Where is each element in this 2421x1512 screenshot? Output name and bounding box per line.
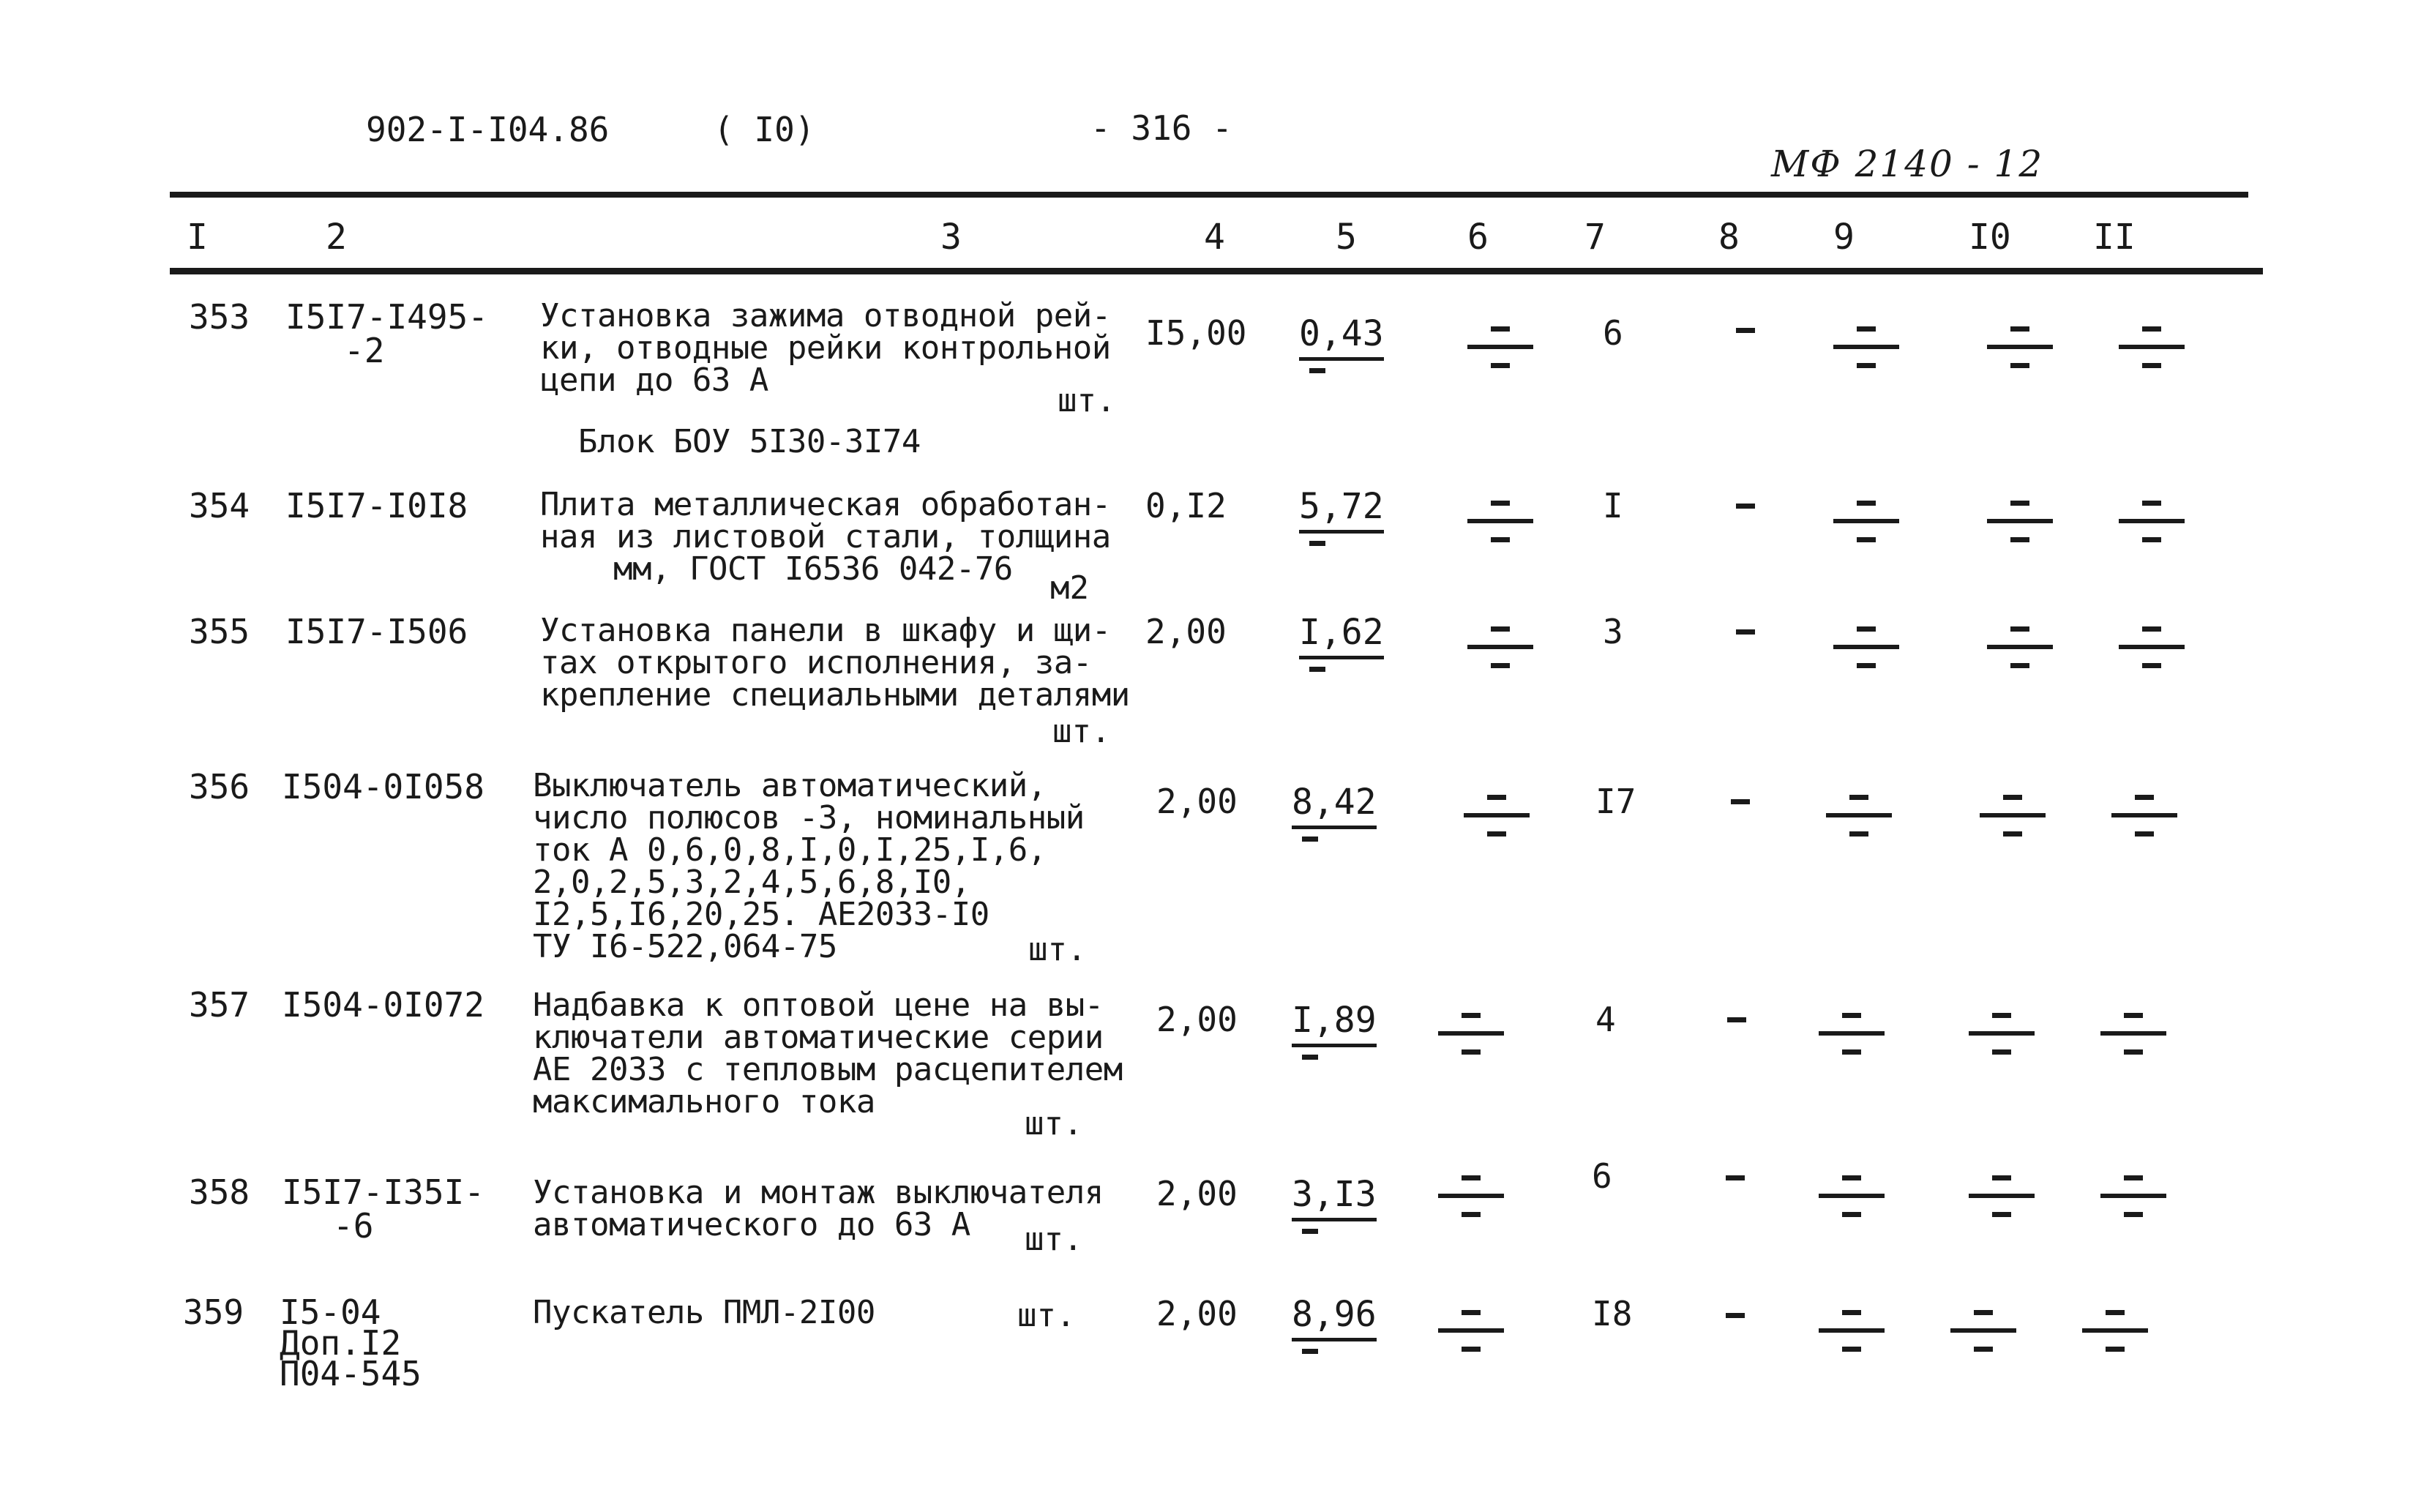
row-price: 0,43 [1299,313,1384,373]
row-description: мм, ГОСТ I6536 042-76 [613,550,1013,588]
row-price: 8,42 [1292,782,1377,842]
document-code: 902-I-I04.86 [366,110,610,149]
row-quantity: 2,00 [1156,1000,1238,1039]
row-col6-dash [1438,1013,1504,1057]
row-col6-dash [1467,501,1533,544]
row-number: 353 [189,297,250,337]
row-col11-dash [2082,1310,2148,1354]
row-code: I5I7-I495- [285,297,488,337]
section-heading: Блок БОУ 5I30-3I74 [578,423,921,460]
row-col10-dash [1969,1013,2035,1057]
page-number: - 316 - [1090,108,1232,148]
row-col10-dash [1950,1310,2016,1354]
row-col6-dash [1467,326,1533,370]
row-unit: шт. [1025,1221,1083,1258]
row-col8-dash [1726,1175,1745,1180]
table-header-rule [170,268,2263,274]
row-col11-dash [2119,326,2185,370]
row-col11-dash [2119,626,2185,670]
row-description: Надбавка к оптовой цене на вы- [533,987,1104,1024]
row-col6-dash [1467,626,1533,670]
row-col8-dash [1726,1313,1745,1318]
row-code: -2 [344,331,385,370]
row-col10-dash [1987,626,2053,670]
row-price: 8,96 [1292,1294,1377,1354]
row-description: крепление специальными деталями [540,676,1130,714]
column-header-4: 4 [1204,217,1225,258]
row-unit: шт. [1017,1297,1076,1334]
row-col8-dash [1736,629,1755,635]
row-col9-dash [1826,795,1892,839]
row-quantity: 2,00 [1156,1294,1238,1333]
row-unit: шт. [1052,713,1111,750]
row-col6-dash [1438,1175,1504,1219]
row-description: цепи до 63 А [540,362,768,399]
row-quantity: I5,00 [1145,313,1247,353]
row-description: Пускатель ПМЛ-2I00 [533,1294,875,1331]
row-col8-dash [1731,799,1750,804]
row-col7: 4 [1595,1000,1616,1039]
row-code: I5I7-I0I8 [285,486,468,525]
row-col7: I8 [1592,1294,1633,1333]
row-price: I,62 [1299,612,1384,672]
row-description: автоматического до 63 А [533,1206,970,1243]
row-code: Доп.I2 [280,1323,402,1363]
row-col9-dash [1833,326,1899,370]
row-number: 356 [189,767,250,806]
row-unit: шт. [1028,931,1087,968]
row-col8-dash [1727,1017,1746,1022]
row-code: П04-545 [280,1354,422,1393]
row-description: ток А 0,6,0,8,I,0,I,25,I,6, [533,831,1047,869]
column-header-10: I0 [1969,217,2011,258]
row-description: ная из листовой стали, толщина [540,518,1111,555]
row-description: максимального тока [533,1083,875,1120]
row-code: I5-04 [280,1292,381,1332]
table-top-rule [170,192,2248,198]
row-description: АЕ 2033 с тепловым расцепителем [533,1051,1123,1088]
row-col7: I7 [1595,782,1636,821]
volume-number: ( I0) [714,110,815,149]
row-description: тах открытого исполнения, за- [540,644,1092,681]
row-description: число полюсов -3, номинальный [533,799,1085,837]
row-col7: I [1603,486,1623,525]
row-description: 2,0,2,5,3,2,4,5,6,8,I0, [533,864,970,901]
row-code: I5I7-I35I- [282,1172,484,1212]
row-unit: шт. [1058,382,1116,419]
row-number: 358 [189,1172,250,1212]
row-description: I2,5,I6,20,25. АЕ2033-I0 [533,896,989,933]
column-header-2: 2 [326,217,347,258]
row-col7: 6 [1592,1156,1612,1196]
row-col9-dash [1833,626,1899,670]
row-col9-dash [1819,1175,1885,1219]
column-header-11: II [2093,217,2136,258]
row-col11-dash [2100,1013,2166,1057]
row-code: I504-0I072 [282,985,484,1025]
row-price: I,89 [1292,1000,1377,1060]
column-header-7: 7 [1584,217,1606,258]
row-description: ключатели автоматические серии [533,1019,1104,1056]
row-col7: 6 [1603,313,1623,353]
row-quantity: 2,00 [1145,612,1227,651]
row-col9-dash [1819,1013,1885,1057]
row-quantity: 0,I2 [1145,486,1227,525]
row-description: Установка панели в шкафу и щи- [540,612,1111,649]
row-col8-dash [1736,328,1755,333]
row-code: I504-0I058 [282,767,484,806]
row-unit: шт. [1025,1105,1083,1142]
row-number: 355 [189,612,250,651]
row-code: I5I7-I506 [285,612,468,651]
row-col11-dash [2100,1175,2166,1219]
row-quantity: 2,00 [1156,1174,1238,1213]
column-header-8: 8 [1718,217,1740,258]
column-header-5: 5 [1336,217,1357,258]
column-header-1: I [187,217,208,258]
row-description: Выключатель автоматический, [533,767,1047,804]
row-col10-dash [1987,326,2053,370]
row-col11-dash [2111,795,2177,839]
row-description: Установка зажима отводной рей- [540,297,1111,334]
row-price: 5,72 [1299,486,1384,546]
row-col6-dash [1464,795,1530,839]
column-header-3: 3 [940,217,962,258]
row-description: ТУ I6-522,064-75 [533,928,837,965]
row-col11-dash [2119,501,2185,544]
row-number: 359 [183,1292,244,1332]
row-description: Плита металлическая обработан- [540,486,1111,523]
row-col6-dash [1438,1310,1504,1354]
row-col7: 3 [1603,612,1623,651]
row-quantity: 2,00 [1156,782,1238,821]
row-description: ки, отводные рейки контрольной [540,329,1111,367]
column-header-6: 6 [1467,217,1489,258]
handwritten-reference: МФ 2140 - 12 [1771,143,2044,185]
row-code: -6 [333,1206,374,1246]
row-col10-dash [1987,501,2053,544]
row-col8-dash [1736,504,1755,509]
row-unit: м2 [1050,569,1089,607]
row-number: 357 [189,985,250,1025]
row-col9-dash [1833,501,1899,544]
row-price: 3,I3 [1292,1174,1377,1234]
row-col10-dash [1980,795,2046,839]
row-description: Установка и монтаж выключателя [533,1174,1104,1211]
row-col9-dash [1819,1310,1885,1354]
row-col10-dash [1969,1175,2035,1219]
column-header-9: 9 [1833,217,1855,258]
row-number: 354 [189,486,250,525]
